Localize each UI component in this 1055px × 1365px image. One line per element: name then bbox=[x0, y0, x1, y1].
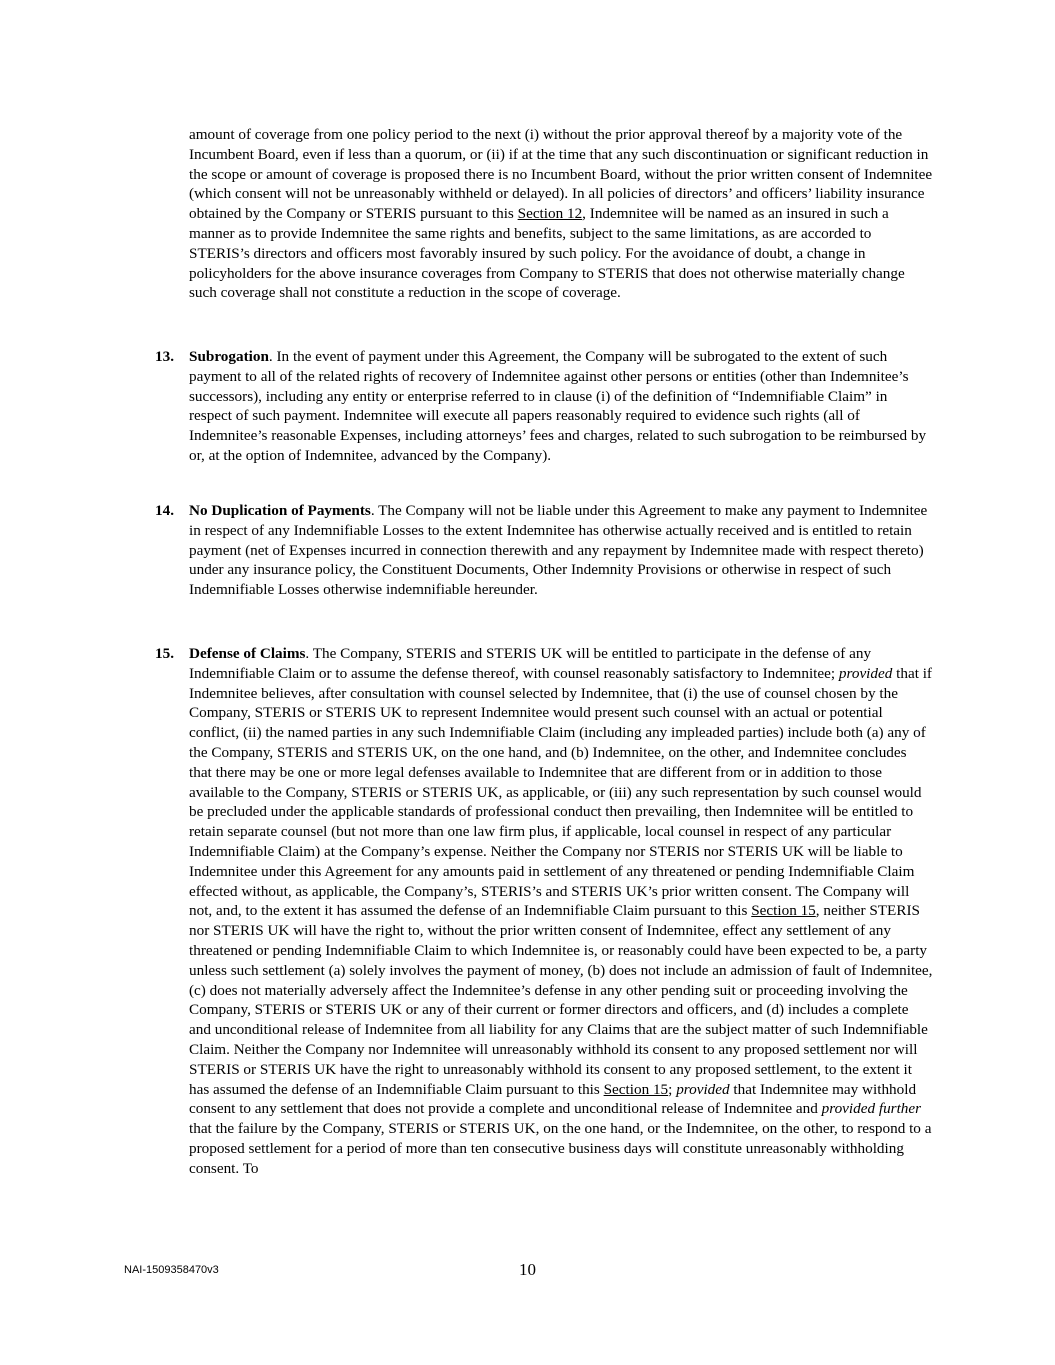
page-number: 10 bbox=[519, 1260, 536, 1279]
section-title: Subrogation bbox=[189, 348, 269, 365]
text-run: that Indemnitee may withhold consent to any settlement that does not provide a complete and unconditional release of Indemnitee and bbox=[189, 1080, 917, 1118]
text-run: that the failure by the Company, STERIS or STERIS UK, on the one hand, or the Indemnitee, on the other, to respond to a proposed settlement for a period of more than ten consecutive business days will constitute unreasonably withholding consent. To bbox=[189, 1120, 932, 1177]
section-14 bbox=[155, 501, 933, 600]
text-run: , Indemnitee will be named as an insured in such a manner as to provide Indemnitee the same rights and benefits, subject to the same limitations, as are accorded to STERIS’s directors and officers most favorably insured by such policy. For the avoidance of doubt, a change in policyholders for the above insurance coverages from Company to STERIS that does not otherwise materially change such coverage shall not constitute a reduction in the scope of coverage. bbox=[189, 205, 905, 302]
text-run: that if Indemnitee believes, after consultation with counsel selected by Indemnitee, that (i) the use of counsel chosen by the Company, STERIS or STERIS UK to represent Indemnitee would present such counsel with an actual or potential conflict, (ii) the named parties in any such Indemnifiable Claim (including any impleaded parties) include both (a) any of the Company, STERIS and STERIS UK, on the one hand, and (b) Indemnitee, on the other, and Indemnitee concludes that there may be one or more legal defenses available to Indemnitee that are different from or in addition to those available to the Company, STERIS or STERIS UK, as applicable, or (iii) any such representation by such counsel would be precluded under the applicable standards of professional conduct then prevailing, then Indemnitee will be entitled to retain separate counsel (but not more than one law firm plus, if applicable, local counsel in respect of any particular Indemnifiable Claim) at the Company’s expense. Neither the Company nor STERIS nor STERIS UK will be liable to Indemnitee under this Agreement for any amounts paid in settlement of any threatened or pending Indemnifiable Claim effected without, as applicable, the Company’s, STERIS’s and STERIS UK’s prior written consent. The Company will not, and, to the extent it has assumed the defense of an Indemnifiable Claim pursuant to this bbox=[189, 664, 932, 920]
section-number: 14. bbox=[155, 502, 174, 519]
section-title: No Duplication of Payments bbox=[189, 502, 371, 519]
section-number: 15. bbox=[155, 645, 174, 662]
section-reference: Section 15 bbox=[751, 902, 816, 920]
text-run: ; bbox=[668, 1080, 677, 1098]
section-15 bbox=[155, 644, 933, 1179]
italic-term: provided bbox=[676, 1080, 730, 1098]
italic-term: provided bbox=[838, 664, 893, 682]
italic-term: provided further bbox=[821, 1100, 922, 1118]
section-body: . In the event of payment under this Agreement, the Company will be subrogated to the extent of such payment to all of the related rights of recovery of Indemnitee against other persons or entities (other than Indemnitee’s successors), including any entity or enterprise referred to in clause (i) of the definition of “Indemnifiable Claim” in respect of such payment. Indemnitee will execute all papers reasonably required to evidence such rights (all of Indemnitee’s reasonable Expenses, including attorneys’ fees and charges, related to such subrogation to be reimbursed by or, at the option of Indemnitee, advanced by the Company). bbox=[189, 348, 927, 464]
section-13 bbox=[155, 347, 933, 466]
section-title: Defense of Claims bbox=[189, 645, 306, 662]
section-body: . The Company will not be liable under this Agreement to make any payment to Indemnitee in respect of any Indemnifiable Losses to the extent Indemnitee has otherwise actually received and is entitled to retain payment (net of Expenses incurred in connection therewith and any repayment by Indemnitee made with respect thereto) under any insurance policy, the Constituent Documents, Other Indemnity Provisions or otherwise in respect of such Indemnifiable Losses otherwise indemnifiable hereunder. bbox=[189, 502, 928, 599]
document-id: NAI-1509358470v3 bbox=[124, 1264, 219, 1276]
section-12-continuation bbox=[189, 125, 933, 303]
text-run: , neither STERIS nor STERIS UK will have the right to, without the prior written consent of Indemnitee, effect any settlement of any threatened or pending Indemnifiable Claim to which Indemnitee is, or reasonably could have been expected to be, a party unless such settlement (a) solely involves the payment of money, (b) does not include an admission of fault of Indemnitee, (c) does not materially adversely affect the Indemnitee’s defense in any other pending suit or proceeding involving the Company, STERIS or STERIS UK or any of their current or former directors and officers, and (d) includes a complete and unconditional release of Indemnitee from all liability for any Claims that are the subject matter of such Indemnifiable Claim. Neither the Company nor Indemnitee will unreasonably withhold its consent to any proposed settlement nor will STERIS or STERIS UK have the right to unreasonably withhold its consent to any proposed settlement, to the extent it has assumed the defense of an Indemnifiable Claim pursuant to this bbox=[189, 902, 933, 1098]
text-run: . The Company, STERIS and STERIS UK will be entitled to participate in the defense of any Indemnifiable Claim or to assume the defense thereof, with counsel reasonably satisfactory to Indemnitee; bbox=[189, 645, 872, 682]
section-reference: Section 15 bbox=[603, 1080, 669, 1098]
section-number: 13. bbox=[155, 348, 174, 365]
text-run: amount of coverage from one policy period to the next (i) without the prior approval thereof by a majority vote of the Incumbent Board, even if less than a quorum, or (ii) if at the time that any such discontinuation or significant reduction in the scope or amount of coverage is proposed there is no Incumbent Board, without the prior written consent of Indemnitee (which consent will not be unreasonably withheld or delayed). In all policies of directors’ and officers’ liability insurance obtained by the Company or STERIS pursuant to this bbox=[189, 126, 933, 223]
section-reference: Section 12 bbox=[517, 205, 583, 223]
